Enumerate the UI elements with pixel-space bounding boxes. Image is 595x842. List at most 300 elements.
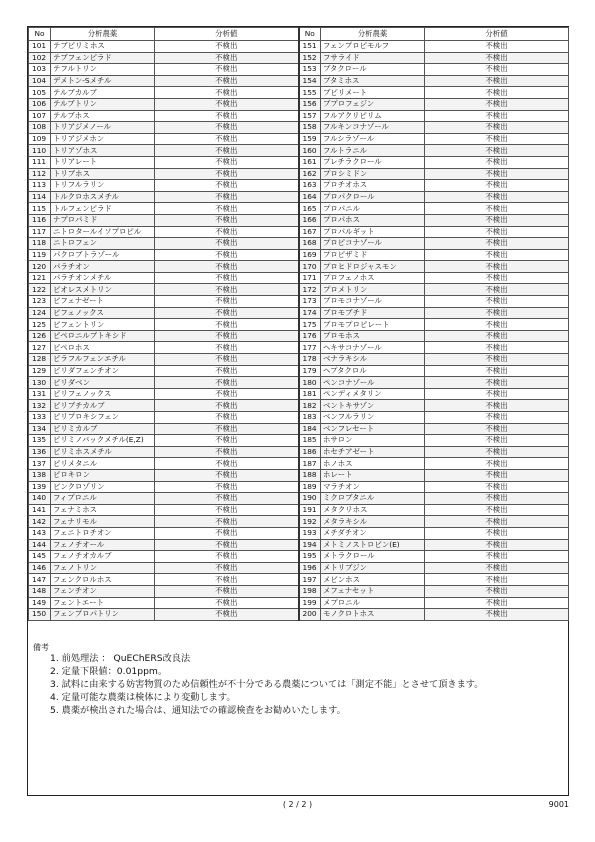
analysis-result: 不検出	[425, 412, 569, 424]
table-row	[29, 87, 569, 99]
row-no: 120	[29, 261, 51, 273]
row-no: 107	[29, 110, 51, 122]
row-no: 177	[299, 342, 321, 354]
analysis-result: 不検出	[425, 191, 569, 203]
pesticide-name: パラチオン	[51, 261, 155, 273]
row-no: 147	[29, 574, 51, 586]
table-row	[29, 481, 569, 493]
pesticide-name: フィプロニル	[51, 493, 155, 505]
analysis-result: 不検出	[425, 41, 569, 53]
pesticide-name: プロメトリン	[321, 284, 425, 296]
table-row	[29, 574, 569, 586]
row-no: 149	[29, 597, 51, 609]
table-row	[29, 319, 569, 331]
table-row	[29, 122, 569, 134]
analysis-result: 不検出	[425, 330, 569, 342]
pesticide-name: ピリミホスメチル	[51, 446, 155, 458]
analysis-result: 不検出	[155, 551, 299, 563]
analysis-result: 不検出	[155, 203, 299, 215]
table-row	[29, 516, 569, 528]
analysis-result: 不検出	[155, 226, 299, 238]
analysis-result: 不検出	[425, 98, 569, 110]
remark-item: 4. 定量可能な農薬は検体により変動します。	[50, 692, 236, 703]
pesticide-name: テフルトリン	[51, 64, 155, 76]
pesticide-name: ビオレスメトリン	[51, 284, 155, 296]
row-no: 154	[299, 75, 321, 87]
row-no: 185	[299, 435, 321, 447]
row-no: 167	[299, 226, 321, 238]
pesticide-name: ブピリメート	[321, 87, 425, 99]
table-row	[29, 527, 569, 539]
pesticide-name: プロピコナゾール	[321, 238, 425, 250]
row-no: 139	[29, 481, 51, 493]
pesticide-name: トリブホス	[51, 168, 155, 180]
analysis-result: 不検出	[155, 75, 299, 87]
pesticide-name: トリアレート	[51, 156, 155, 168]
analysis-result: 不検出	[155, 261, 299, 273]
analysis-result: 不検出	[155, 296, 299, 308]
row-no: 133	[29, 412, 51, 424]
table-row	[29, 156, 569, 168]
table-row	[29, 330, 569, 342]
analysis-result: 不検出	[155, 527, 299, 539]
analysis-result: 不検出	[155, 238, 299, 250]
table-row	[29, 168, 569, 180]
pesticide-name: テルブトリン	[51, 98, 155, 110]
pesticide-name: プレチラクロール	[321, 156, 425, 168]
pesticide-results-table	[28, 27, 569, 621]
row-no: 176	[299, 330, 321, 342]
pesticide-name: トルフェンピラド	[51, 203, 155, 215]
pesticide-name: ミクロブタニル	[321, 493, 425, 505]
header-result-right: 分析値	[425, 28, 569, 41]
pesticide-name: ブロモブチド	[321, 307, 425, 319]
pesticide-name: マラチオン	[321, 481, 425, 493]
row-no: 198	[299, 585, 321, 597]
row-no: 109	[29, 133, 51, 145]
pesticide-name: ピラフルフェンエチル	[51, 354, 155, 366]
row-no: 134	[29, 423, 51, 435]
row-no: 187	[299, 458, 321, 470]
row-no: 140	[29, 493, 51, 505]
pesticide-name: ニトロタールイソプロピル	[51, 226, 155, 238]
analysis-result: 不検出	[425, 133, 569, 145]
row-no: 131	[29, 388, 51, 400]
row-no: 161	[299, 156, 321, 168]
table-row	[29, 272, 569, 284]
analysis-result: 不検出	[425, 458, 569, 470]
row-no: 156	[299, 98, 321, 110]
table-row	[29, 412, 569, 424]
pesticide-name: メタクリホス	[321, 504, 425, 516]
analysis-result: 不検出	[155, 562, 299, 574]
row-no: 195	[299, 551, 321, 563]
analysis-result: 不検出	[425, 481, 569, 493]
pesticide-name: ブタミホス	[321, 75, 425, 87]
row-no: 181	[299, 388, 321, 400]
table-row	[29, 504, 569, 516]
analysis-result: 不検出	[425, 296, 569, 308]
analysis-result: 不検出	[425, 493, 569, 505]
analysis-result: 不検出	[425, 527, 569, 539]
pesticide-name: ベンフレセート	[321, 423, 425, 435]
analysis-result: 不検出	[425, 87, 569, 99]
pesticide-name: フェニトロチオン	[51, 527, 155, 539]
row-no: 101	[29, 41, 51, 53]
analysis-result: 不検出	[425, 307, 569, 319]
pesticide-name: メタラキシル	[321, 516, 425, 528]
row-no: 121	[29, 272, 51, 284]
table-row	[29, 562, 569, 574]
table-row	[29, 446, 569, 458]
pesticide-name: トリアジメノール	[51, 122, 155, 134]
row-no: 186	[299, 446, 321, 458]
analysis-result: 不検出	[155, 133, 299, 145]
analysis-result: 不検出	[425, 168, 569, 180]
analysis-result: 不検出	[155, 388, 299, 400]
row-no: 119	[29, 249, 51, 261]
row-no: 130	[29, 377, 51, 389]
table-row	[29, 342, 569, 354]
pesticide-name: フルシラゾール	[321, 133, 425, 145]
row-no: 184	[299, 423, 321, 435]
row-no: 117	[29, 226, 51, 238]
row-no: 178	[299, 354, 321, 366]
row-no: 200	[299, 609, 321, 621]
analysis-result: 不検出	[155, 458, 299, 470]
analysis-result: 不検出	[425, 388, 569, 400]
pesticide-name: プロピザミド	[321, 249, 425, 261]
pesticide-name: テルブホス	[51, 110, 155, 122]
analysis-result: 不検出	[425, 446, 569, 458]
row-no: 137	[29, 458, 51, 470]
row-no: 155	[299, 87, 321, 99]
pesticide-name: ブタクロール	[321, 64, 425, 76]
table-row	[29, 203, 569, 215]
row-no: 129	[29, 365, 51, 377]
table-row	[29, 377, 569, 389]
pesticide-name: ベントキサゾン	[321, 400, 425, 412]
analysis-result: 不検出	[425, 156, 569, 168]
row-no: 112	[29, 168, 51, 180]
row-no: 166	[299, 214, 321, 226]
table-row	[29, 41, 569, 53]
row-no: 153	[299, 64, 321, 76]
analysis-result: 不検出	[425, 64, 569, 76]
table-row	[29, 64, 569, 76]
row-no: 159	[299, 133, 321, 145]
pesticide-name: ピリフェノックス	[51, 388, 155, 400]
pesticide-name: ホサロン	[321, 435, 425, 447]
pesticide-name: フェノトリン	[51, 562, 155, 574]
pesticide-name: ベンフルラリン	[321, 412, 425, 424]
pesticide-name: トリフルラリン	[51, 180, 155, 192]
table-row	[29, 133, 569, 145]
pesticide-name: フェノチオール	[51, 539, 155, 551]
row-no: 127	[29, 342, 51, 354]
analysis-result: 不検出	[155, 446, 299, 458]
row-no: 199	[299, 597, 321, 609]
row-no: 171	[299, 272, 321, 284]
table-row	[29, 365, 569, 377]
table-row	[29, 191, 569, 203]
analysis-result: 不検出	[425, 180, 569, 192]
remarks-list	[50, 652, 483, 717]
pesticide-name: ホセチアゼート	[321, 446, 425, 458]
row-no: 197	[299, 574, 321, 586]
pesticide-name: メトリブジン	[321, 562, 425, 574]
report-frame	[27, 26, 569, 796]
analysis-result: 不検出	[155, 377, 299, 389]
pesticide-name: ホレート	[321, 469, 425, 481]
pesticide-name: ピリプロキシフェン	[51, 412, 155, 424]
row-no: 150	[29, 609, 51, 621]
analysis-result: 不検出	[155, 597, 299, 609]
analysis-result: 不検出	[425, 145, 569, 157]
analysis-result: 不検出	[155, 307, 299, 319]
analysis-result: 不検出	[425, 551, 569, 563]
remark-item: 2. 定量下限値：0.01ppm。	[50, 666, 168, 677]
analysis-result: 不検出	[425, 365, 569, 377]
analysis-result: 不検出	[425, 574, 569, 586]
remark-item: 3. 試料に由来する妨害物質のため信頼性が不十分である農薬については「測定不能」とさせて頂きます。	[50, 679, 484, 690]
analysis-result: 不検出	[155, 284, 299, 296]
row-no: 180	[299, 377, 321, 389]
analysis-result: 不検出	[155, 64, 299, 76]
header-result-left: 分析値	[155, 28, 299, 41]
row-no: 190	[299, 493, 321, 505]
row-no: 143	[29, 527, 51, 539]
table-row	[29, 110, 569, 122]
row-no: 196	[299, 562, 321, 574]
table-row	[29, 493, 569, 505]
analysis-result: 不検出	[155, 52, 299, 64]
row-no: 122	[29, 284, 51, 296]
analysis-result: 不検出	[425, 261, 569, 273]
row-no: 118	[29, 238, 51, 250]
analysis-result: 不検出	[425, 75, 569, 87]
row-no: 145	[29, 551, 51, 563]
row-no: 124	[29, 307, 51, 319]
table-row	[29, 296, 569, 308]
pesticide-name: フルキンコナゾール	[321, 122, 425, 134]
table-row	[29, 226, 569, 238]
table-row	[29, 249, 569, 261]
table-row	[29, 52, 569, 64]
remarks-section	[28, 638, 568, 795]
pesticide-name: トリアジメホン	[51, 133, 155, 145]
row-no: 136	[29, 446, 51, 458]
analysis-result: 不検出	[155, 574, 299, 586]
table-row	[29, 458, 569, 470]
table-row	[29, 609, 569, 621]
pesticide-name: プロシミドン	[321, 168, 425, 180]
pesticide-name: ナプロパミド	[51, 214, 155, 226]
row-no: 174	[299, 307, 321, 319]
row-no: 106	[29, 98, 51, 110]
pesticide-name: ピリダベン	[51, 377, 155, 389]
analysis-result: 不検出	[425, 214, 569, 226]
table-row	[29, 261, 569, 273]
pesticide-name: フェナミホス	[51, 504, 155, 516]
pesticide-name: メトミノストロビン(E)	[321, 539, 425, 551]
row-no: 126	[29, 330, 51, 342]
pesticide-name: フェンクロルホス	[51, 574, 155, 586]
table-row	[29, 307, 569, 319]
analysis-result: 不検出	[155, 342, 299, 354]
pesticide-name: メフェナセット	[321, 585, 425, 597]
pesticide-name: メプロニル	[321, 597, 425, 609]
analysis-result: 不検出	[425, 203, 569, 215]
row-no: 175	[299, 319, 321, 331]
analysis-result: 不検出	[425, 562, 569, 574]
table-row	[29, 180, 569, 192]
analysis-result: 不検出	[425, 377, 569, 389]
row-no: 169	[299, 249, 321, 261]
table-row	[29, 435, 569, 447]
row-no: 183	[299, 412, 321, 424]
row-no: 103	[29, 64, 51, 76]
row-no: 142	[29, 516, 51, 528]
pesticide-name: フェナリモル	[51, 516, 155, 528]
row-no: 165	[299, 203, 321, 215]
row-no: 138	[29, 469, 51, 481]
pesticide-name: プロパニル	[321, 203, 425, 215]
analysis-result: 不検出	[425, 585, 569, 597]
pesticide-name: ピリダフェンチオン	[51, 365, 155, 377]
pesticide-name: ピペロホス	[51, 342, 155, 354]
remark-item: 5. 農薬が検出された場合は、通知法での確認検査をお勧めいたします。	[50, 705, 346, 716]
pesticide-name: ピリメタニル	[51, 458, 155, 470]
analysis-result: 不検出	[425, 516, 569, 528]
row-no: 152	[299, 52, 321, 64]
row-no: 157	[299, 110, 321, 122]
pesticide-name: メトラクロール	[321, 551, 425, 563]
table-row	[29, 214, 569, 226]
analysis-result: 不検出	[155, 41, 299, 53]
analysis-result: 不検出	[155, 412, 299, 424]
pesticide-name: フェントエート	[51, 597, 155, 609]
remark-item: 1. 前処理法 ： QuEChERS改良法	[50, 653, 191, 664]
row-no: 144	[29, 539, 51, 551]
row-no: 123	[29, 296, 51, 308]
analysis-result: 不検出	[425, 597, 569, 609]
row-no: 189	[299, 481, 321, 493]
pesticide-name: テブフェンピラド	[51, 52, 155, 64]
pesticide-name: ピペロニルブトキシド	[51, 330, 155, 342]
pesticide-name: ビフェントリン	[51, 319, 155, 331]
analysis-result: 不検出	[155, 180, 299, 192]
row-no: 128	[29, 354, 51, 366]
pesticide-name: フェンプロピモルフ	[321, 41, 425, 53]
analysis-result: 不検出	[425, 122, 569, 134]
pesticide-name: メチダチオン	[321, 527, 425, 539]
analysis-result: 不検出	[425, 110, 569, 122]
table-row	[29, 75, 569, 87]
row-no: 135	[29, 435, 51, 447]
row-no: 163	[299, 180, 321, 192]
row-no: 188	[299, 469, 321, 481]
row-no: 108	[29, 122, 51, 134]
analysis-result: 不検出	[425, 354, 569, 366]
table-header-row	[29, 28, 569, 41]
pesticide-name: フェノチオカルブ	[51, 551, 155, 563]
row-no: 146	[29, 562, 51, 574]
analysis-result: 不検出	[155, 435, 299, 447]
pesticide-name: プロフェノホス	[321, 272, 425, 284]
analysis-result: 不検出	[155, 122, 299, 134]
pesticide-name: モノクロトホス	[321, 609, 425, 621]
analysis-result: 不検出	[155, 400, 299, 412]
analysis-result: 不検出	[155, 539, 299, 551]
page-number: ( 2 / 2 )	[282, 800, 313, 809]
table-row	[29, 597, 569, 609]
header-no-right: No	[299, 28, 321, 41]
analysis-result: 不検出	[425, 504, 569, 516]
pesticide-name: プロヒドロジャスモン	[321, 261, 425, 273]
row-no: 168	[299, 238, 321, 250]
row-no: 172	[299, 284, 321, 296]
pesticide-name: フサライド	[321, 52, 425, 64]
row-no: 141	[29, 504, 51, 516]
pesticide-name: プロパクロール	[321, 191, 425, 203]
header-pesticide-right: 分析農薬	[321, 28, 425, 41]
header-pesticide-left: 分析農薬	[51, 28, 155, 41]
row-no: 173	[299, 296, 321, 308]
analysis-result: 不検出	[425, 272, 569, 284]
pesticide-name: ブプロフェジン	[321, 98, 425, 110]
analysis-result: 不検出	[425, 423, 569, 435]
pesticide-name: フルアクリピリム	[321, 110, 425, 122]
table-row	[29, 354, 569, 366]
table-row	[29, 145, 569, 157]
analysis-result: 不検出	[155, 365, 299, 377]
analysis-result: 不検出	[425, 609, 569, 621]
analysis-result: 不検出	[425, 342, 569, 354]
analysis-result: 不検出	[155, 469, 299, 481]
analysis-result: 不検出	[425, 226, 569, 238]
pesticide-name: ビフェナゼート	[51, 296, 155, 308]
header-no-left: No	[29, 28, 51, 41]
table-row	[29, 539, 569, 551]
analysis-result: 不検出	[155, 145, 299, 157]
pesticide-name: ピロキロン	[51, 469, 155, 481]
analysis-result: 不検出	[155, 585, 299, 597]
pesticide-name: ビンクロゾリン	[51, 481, 155, 493]
pesticide-name: ペンディメタリン	[321, 388, 425, 400]
pesticide-name: ベナラキシル	[321, 354, 425, 366]
analysis-result: 不検出	[155, 516, 299, 528]
table-row	[29, 469, 569, 481]
row-no: 170	[299, 261, 321, 273]
table-row	[29, 423, 569, 435]
pesticide-name: テルブカルブ	[51, 87, 155, 99]
pesticide-name: パラチオンメチル	[51, 272, 155, 284]
pesticide-name: メビンホス	[321, 574, 425, 586]
table-row	[29, 551, 569, 563]
row-no: 162	[299, 168, 321, 180]
pesticide-name: ヘプタクロル	[321, 365, 425, 377]
pesticide-name: ピリミノバックメチル(E,Z)	[51, 435, 155, 447]
analysis-result: 不検出	[155, 168, 299, 180]
table-row	[29, 284, 569, 296]
row-no: 132	[29, 400, 51, 412]
row-no: 148	[29, 585, 51, 597]
pesticide-name: フェンチオン	[51, 585, 155, 597]
document-code: 9001	[548, 800, 569, 809]
pesticide-name: プロチオホス	[321, 180, 425, 192]
analysis-result: 不検出	[155, 330, 299, 342]
